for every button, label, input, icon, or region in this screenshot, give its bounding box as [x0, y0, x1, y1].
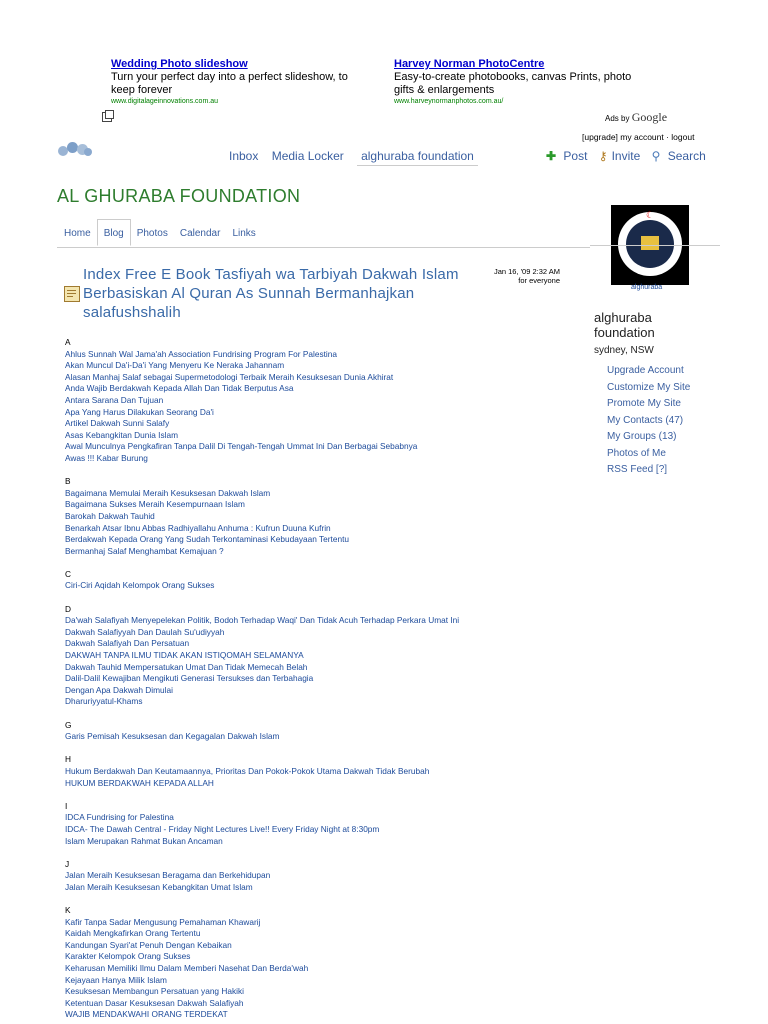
ad-url[interactable]: www.digitalageinnovations.com.au: [111, 98, 219, 105]
ad-wedding[interactable]: [111, 58, 361, 106]
section-gap: [65, 708, 535, 720]
post-body: [65, 337, 535, 1021]
post-title: Index Free E Book Tasfiyah wa Tarbiyah Dakwah Islam Berbasiskan Al Quran As Sunnah Bermanhajkan salafushshalih: [83, 266, 459, 321]
tab-photos[interactable]: Photos: [136, 228, 168, 239]
article-link[interactable]: Antara Sarana Dan Tujuan: [65, 394, 164, 405]
search-icon: ⚲: [651, 149, 661, 163]
article-link[interactable]: DAKWAH TANPA ILMU TIDAK AKAN ISTIQOMAH SELAMANYA: [65, 650, 304, 661]
site-tabs: [58, 219, 262, 246]
sidebar-link[interactable]: My Groups (13): [607, 431, 677, 442]
article-link[interactable]: Akan Muncul Da'i-Da'i Yang Menyeru Ke Neraka Jahannam: [65, 360, 285, 371]
google-logo: Google: [631, 110, 668, 124]
section-letter: C: [65, 568, 71, 579]
section-letter: K: [65, 905, 71, 916]
section-letter: A: [65, 337, 71, 347]
post-label: Post: [563, 149, 588, 163]
sidebar-link[interactable]: My Contacts (47): [607, 414, 684, 426]
ad-text: Turn your perfect day into a perfect slideshow, to keep forever: [111, 71, 348, 96]
section-letter: J: [65, 858, 70, 869]
tab-divider: [57, 247, 590, 248]
article-link[interactable]: Ciri-Ciri Aqidah Kelompok Orang Sukses: [65, 580, 215, 591]
article-link[interactable]: Dakwah Salafiyyah Dan Daulah Su'udiyyah: [65, 626, 225, 637]
logo-caption[interactable]: alghuraba: [631, 284, 663, 291]
section-letter: H: [65, 754, 71, 765]
article-link[interactable]: Barokah Dakwah Tauhid: [65, 510, 155, 521]
article-link[interactable]: Alasan Manhaj Salaf sebagai Supermetodologi Terbaik Meraih Kesuksesan Dunia Akhirat: [65, 371, 394, 382]
article-link[interactable]: Artikel Dakwah Sunni Salafy: [65, 418, 170, 429]
nav-media-locker[interactable]: Media Locker: [271, 149, 344, 163]
sidebar-link[interactable]: Promote My Site: [607, 398, 681, 409]
article-link[interactable]: IDCA- The Dawah Central - Friday Night Lectures Live!! Every Friday Night at 8:30pm: [65, 823, 380, 834]
sidebar-link[interactable]: Upgrade Account: [607, 365, 684, 376]
article-link[interactable]: Bermanhaj Salaf Menghambat Kemajuan ?: [65, 545, 224, 556]
article-link[interactable]: Dakwah Tauhid Mempersatukan Umat Dan Tidak Memecah Belah: [65, 661, 308, 672]
article-link[interactable]: Ahlus Sunnah Wal Jama'ah Association Fundrising Program For Palestina: [65, 348, 337, 359]
article-link[interactable]: IDCA Fundrising for Palestina: [65, 812, 174, 823]
account-links[interactable]: [upgrade] my account · logout: [582, 132, 695, 142]
article-link[interactable]: Dharuriyyatul-Khams: [65, 696, 143, 707]
article-link[interactable]: Benarkah Atsar Ibnu Abbas Radhiyallahu Anhuma : Kufrun Duuna Kufrin: [65, 522, 331, 533]
tab-calendar[interactable]: Calendar: [179, 228, 221, 239]
ads-by-prefix: Ads by: [605, 114, 630, 123]
article-link[interactable]: Anda Wajib Berdakwah Kepada Allah Dan Tidak Berputus Asa: [65, 383, 294, 394]
article-link[interactable]: Ketentuan Dasar Kesuksesan Dakwah Salafiyah: [65, 997, 244, 1008]
article-link[interactable]: HUKUM BERDAKWAH KEPADA ALLAH: [65, 777, 214, 788]
article-link[interactable]: Awal Munculnya Pengkafiran Tanpa Dalil Di Tengah-Tengah Ummat Ini Dan Berbagai Sebabnya: [65, 441, 418, 452]
key-icon: ⚷: [598, 149, 608, 163]
article-link[interactable]: Asas Kebangkitan Dunia Islam: [65, 429, 178, 440]
article-link[interactable]: Kesuksesan Membangun Persatuan yang Hakiki: [65, 986, 244, 997]
article-link[interactable]: Keharusan Memiliki Ilmu Dalam Memberi Nasehat Dan Berda'wah: [65, 963, 309, 974]
article-link[interactable]: Hukum Berdakwah Dan Keutamaannya, Prioritas Dan Pokok-Pokok Utama Dakwah Tidak Berubah: [65, 765, 430, 776]
article-link[interactable]: Bagaimana Sukses Meraih Kesempurnaan Islam: [65, 499, 245, 510]
sidebar-link[interactable]: Customize My Site: [607, 381, 691, 393]
ad-text: Easy-to-create photobooks, canvas Prints, photo gifts & enlargements: [394, 71, 632, 96]
profile-location: sydney, NSW: [594, 345, 654, 356]
sidebar-divider: [590, 245, 720, 246]
section-letter: I: [65, 800, 68, 811]
article-link[interactable]: Jalan Meraih Kesuksesan Beragama dan Berkehidupan: [65, 870, 271, 881]
sidebar-link[interactable]: RSS Feed [?]: [607, 464, 668, 475]
search-action[interactable]: [652, 149, 710, 163]
crescent-icon: ☾: [646, 210, 655, 220]
article-link[interactable]: Kaidah Mengkafirkan Orang Tertentu: [65, 928, 201, 939]
article-link[interactable]: Da'wah Salafiyah Menyepelekan Politik, Bodoh Terhadap Waqi' Dan Tidak Acuh Terhadap Perkara Umat Ini: [65, 615, 460, 626]
tab-home[interactable]: Home: [64, 228, 91, 239]
section-gap: [65, 789, 535, 801]
post-meta: [476, 267, 560, 285]
main-nav: [229, 149, 488, 163]
action-links: [546, 149, 714, 163]
post-action[interactable]: [546, 149, 591, 163]
ad-url[interactable]: www.harveynormanphotos.com.au/: [394, 98, 504, 105]
ad-title[interactable]: Wedding Photo slideshow: [111, 58, 248, 70]
site-title[interactable]: AL GHURABA FOUNDATION: [57, 186, 301, 206]
section-gap: [65, 847, 535, 859]
article-link[interactable]: Berdakwah Kepada Orang Yang Sudah Terkontaminasi Kebudayaan Tertentu: [65, 534, 349, 545]
nav-inbox[interactable]: Inbox: [229, 149, 259, 163]
post-visibility: for everyone: [518, 276, 560, 285]
article-link[interactable]: Kejayaan Hanya Milik Islam: [65, 974, 167, 985]
sidebar-link[interactable]: Photos of Me: [607, 447, 666, 459]
invite-action[interactable]: [599, 149, 644, 163]
multiply-logo-icon[interactable]: [58, 141, 94, 157]
article-link[interactable]: Bagaimana Memulai Meraih Kesuksesan Dakwah Islam: [65, 487, 271, 498]
tab-blog[interactable]: Blog: [97, 219, 131, 246]
section-gap: [65, 557, 535, 569]
article-link[interactable]: Karakter Kelompok Orang Sukses: [65, 951, 191, 962]
article-link[interactable]: Dakwah Salafiyah Dan Persatuan: [65, 638, 190, 649]
external-window-icon[interactable]: [102, 112, 112, 122]
article-link[interactable]: WAJIB MENDAKWAHI ORANG TERDEKAT: [65, 1009, 228, 1020]
article-link[interactable]: Jalan Meraih Kesuksesan Kebangkitan Umat Islam: [65, 881, 253, 892]
article-link[interactable]: Apa Yang Harus Dilakukan Seorang Da'i: [65, 406, 214, 417]
article-link[interactable]: Garis Pemisah Kesuksesan dan Kegagalan Dakwah Islam: [65, 731, 280, 742]
invite-label: Invite: [611, 149, 641, 163]
section-letter: B: [65, 476, 71, 487]
article-link[interactable]: Awas !!! Kabar Burung: [65, 452, 148, 463]
section-gap: [65, 894, 535, 906]
tab-links[interactable]: Links: [232, 228, 256, 239]
article-link[interactable]: Dalil-Dalil Kewajiban Mengikuti Generasi Tersukses dan Terbahagia: [65, 673, 314, 684]
section-gap: [65, 465, 535, 477]
journal-note-icon: [64, 286, 80, 302]
search-label: Search: [667, 149, 706, 163]
section-letter: G: [65, 719, 72, 730]
plus-icon: ✚: [546, 149, 557, 163]
ad-title[interactable]: Harvey Norman PhotoCentre: [394, 58, 545, 70]
article-link[interactable]: Kandungan Syari'at Penuh Dengan Kebaikan: [65, 939, 232, 950]
nav-site[interactable]: alghuraba foundation: [357, 147, 478, 166]
article-link[interactable]: Dengan Apa Dakwah Dimulai: [65, 684, 173, 695]
profile-name: alghuraba foundation: [594, 310, 655, 340]
profile-links: [607, 363, 690, 479]
article-link[interactable]: Islam Merupakan Rahmat Bukan Ancaman: [65, 835, 223, 846]
ads-by-google[interactable]: [605, 110, 667, 125]
ad-harvey-norman[interactable]: [394, 58, 644, 106]
section-letter: D: [65, 603, 71, 614]
section-gap: [65, 592, 535, 604]
post-date: Jan 16, '09 2:32 AM: [493, 267, 560, 276]
article-link[interactable]: Kafir Tanpa Sadar Mengusung Pemahaman Khawarij: [65, 916, 261, 927]
section-gap: [65, 743, 535, 755]
